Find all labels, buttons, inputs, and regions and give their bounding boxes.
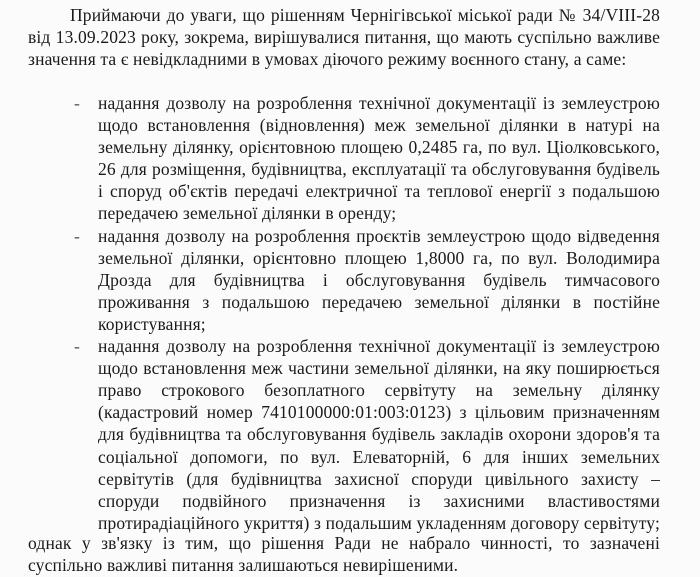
list-item-text: надання дозволу на розроблення технічної документації із землеустрою щодо встановлення (відновлення) меж земельної ділянки в натурі на земельну ділянку, орієнтовною площею 0,2485 га, по вул. Ціолковського, 26 для розміщення, будівництва, експлуатації та обслуговування будівель і споруд об'єктів передачі електричної та теплової енергії з подальшою передачею земельної ділянки в оренду;: [98, 93, 660, 224]
intro-paragraph: Приймаючи до уваги, що рішенням Чернігівської міської ради № 34/VIII-28 від 13.09.2023 року, зокрема, вирішувалися питання, що мають суспільно важливе значення та є невідкладними в умовах діючого режиму воєнного стану, а саме:: [28, 5, 660, 70]
bullet-marker: -: [74, 225, 80, 246]
bullet-marker: -: [74, 93, 80, 113]
bullet-list: [0, 92, 700, 534]
cropped-bottom-text: [100, 568, 660, 577]
bullet-marker: -: [74, 336, 80, 357]
list-item-text: надання дозволу на розроблення проєктів землеустрою щодо відведення земельної ділянки, орієнтовно площею 1,8000 га, по вул. Володимира Дрозда для будівництва і обслуговування будівель тимчасового проживання з подальшою передачею земельної ділянки в постійне користування;: [98, 225, 660, 334]
list-item: [0, 92, 660, 225]
list-item: [0, 225, 660, 335]
list-item-text: надання дозволу на розроблення технічної документації із землеустрою щодо встановлення меж частини земельної ділянки, на яку поширюється право строкового безоплатного сервітуту на земельну ділянку (кадастровий номер 7410100000:01:003:0123) з цільовим призначенням для будівництва та обслуговування будівель закладів охорони здоров'я та соціальної допомоги, по вул. Елеваторній, 6 для інших земельних сервітутів (для будівництва захисної споруди цивільного захисту – споруди подвійного призначення із захисними властивостями протирадіаційного укриття) з подальшим укладенням договору сервітуту;: [98, 336, 660, 533]
list-item: [0, 335, 660, 534]
closing-paragraph: однак у зв'язку із тим, що рішення Ради не набрало чинності, то зазначені суспільно важливі питання залишаються невирішеними.: [28, 533, 660, 576]
